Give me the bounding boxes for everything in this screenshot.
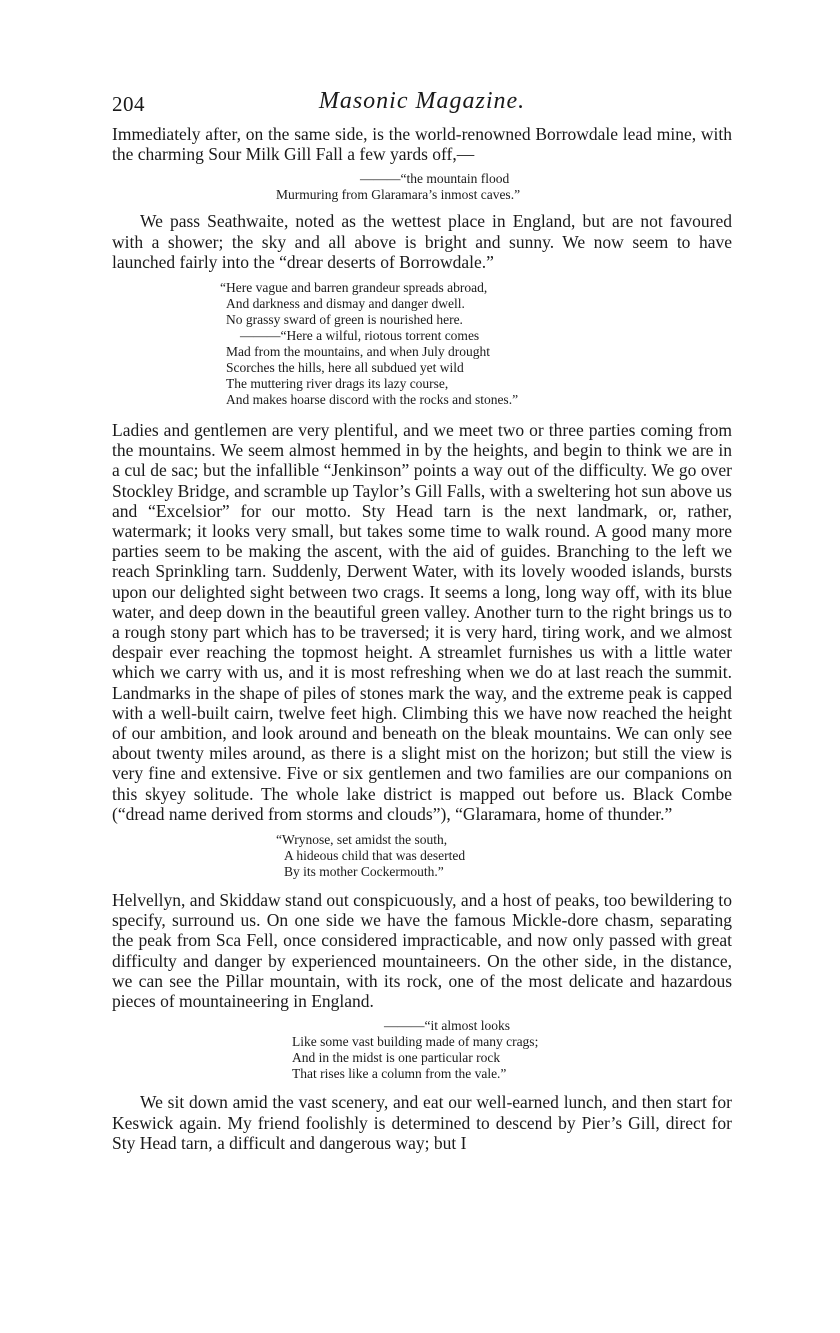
verse-vast-building [292, 1018, 732, 1082]
verse-line: Mad from the mountains, and when July drought [226, 344, 490, 360]
running-title: Masonic Magazine. [318, 88, 526, 114]
verse-line: By its mother Cockermouth.” [284, 864, 444, 880]
verse-line: Scorches the hills, here all subdued yet wild [226, 360, 464, 376]
verse-line: Like some vast building made of many crags; [292, 1034, 539, 1050]
verse-line: That rises like a column from the vale.” [292, 1066, 507, 1082]
paragraph-lunch: We sit down amid the vast scenery, and eat our well-earned lunch, and then start for Keswick again. My friend foolishly is determined to descend by Pier’s Gill, direct for Sty Head tarn, a difficult and dangerous way; but I [112, 1092, 732, 1153]
paragraph-ascent: Ladies and gentlemen are very plentiful, and we meet two or three parties coming from the mountains. We seem almost hemmed in by the heights, and begin to think we are in a cul de sac; but the infallible “Jenkinson” points a way out of the difficulty. We go over Stockley Bridge, and scramble up Taylor’s Gill Falls, with a sweltering hot sun above us and “Excelsior” for our motto. Sty Head tarn is the next landmark, or, rather, watermark; it looks very small, but takes some time to walk round. A good many more parties seem to be making the ascent, with the aid of guides. Branching to the left we reach Sprinkling tarn. Suddenly, Derwent Water, with its lovely wooded islands, bursts upon our delighted sight between two crags. It seems a long, long way off, with its blue water, and deep down in the beautiful green valley. Another turn to the right brings us to a rough stony part which has to be traversed; it is very hard, tiring work, and we almost despair ever reaching the topmost height. A streamlet furnishes us with a little water which we carry with us, and it is most refreshing when we do at last reach the summit. Landmarks in the shape of piles of stones mark the way, and the extreme peak is capped with a well-built cairn, twelve feet high. Climbing this we have now reached the height of our ambition, and look around and beneath on the bleak mountains. We can only see about twenty miles around, as there is a slight mist on the horizon; but still the view is very fine and extensive. Five or six gentlemen and two families are our companions on this skyey solitude. The whole lake district is mapped out before us. Black Combe (“dread name derived from storms and clouds”), “Glaramara, home of thunder.” [112, 420, 732, 824]
paragraph-seathwaite: We pass Seathwaite, noted as the wettest place in England, but are not favoured with a shower; the sky and all above is bright and sunny. We now seem to have launched fairly into the “drear deserts of Borrowdale.” [112, 211, 732, 272]
verse-line: The muttering river drags its lazy course, [226, 376, 449, 392]
verse-line: ———“the mountain flood [360, 171, 510, 187]
verse-wrynose [276, 832, 732, 880]
verse-line: “Wrynose, set amidst the south, [276, 832, 448, 848]
verse-line: “Here vague and barren grandeur spreads abroad, [220, 280, 488, 296]
verse-barren-grandeur [220, 280, 732, 408]
paragraph-lead-mine: Immediately after, on the same side, is the world-renowned Borrowdale lead mine, with the charming Sour Milk Gill Fall a few yards off,— [112, 124, 732, 165]
verse-line: Murmuring from Glaramara’s inmost caves.” [276, 187, 521, 203]
page [112, 84, 732, 1153]
verse-line: And in the midst is one particular rock [292, 1050, 501, 1066]
verse-line: No grassy sward of green is nourished here. [226, 312, 463, 328]
verse-line: ———“it almost looks [384, 1018, 510, 1034]
running-head [112, 84, 732, 124]
verse-line: And makes hoarse discord with the rocks and stones.” [226, 392, 519, 408]
verse-line: ———“Here a wilful, riotous torrent comes [240, 328, 480, 344]
verse-mountain-flood [276, 171, 732, 203]
verse-line: A hideous child that was deserted [284, 848, 466, 864]
verse-line: And darkness and dismay and danger dwell. [226, 296, 465, 312]
page-number: 204 [112, 92, 145, 116]
paragraph-helvellyn: Helvellyn, and Skiddaw stand out conspicuously, and a host of peaks, too bewildering to specify, surround us. On one side we have the famous Mickle-dore chasm, separating the peak from Sca Fell, once considered impracticable, and now only passed with great difficulty and danger by experienced mountaineers. On the other side, in the distance, we can see the Pillar mountain, with its rock, one of the most delicate and hazardous pieces of mountaineering in England. [112, 890, 733, 1012]
